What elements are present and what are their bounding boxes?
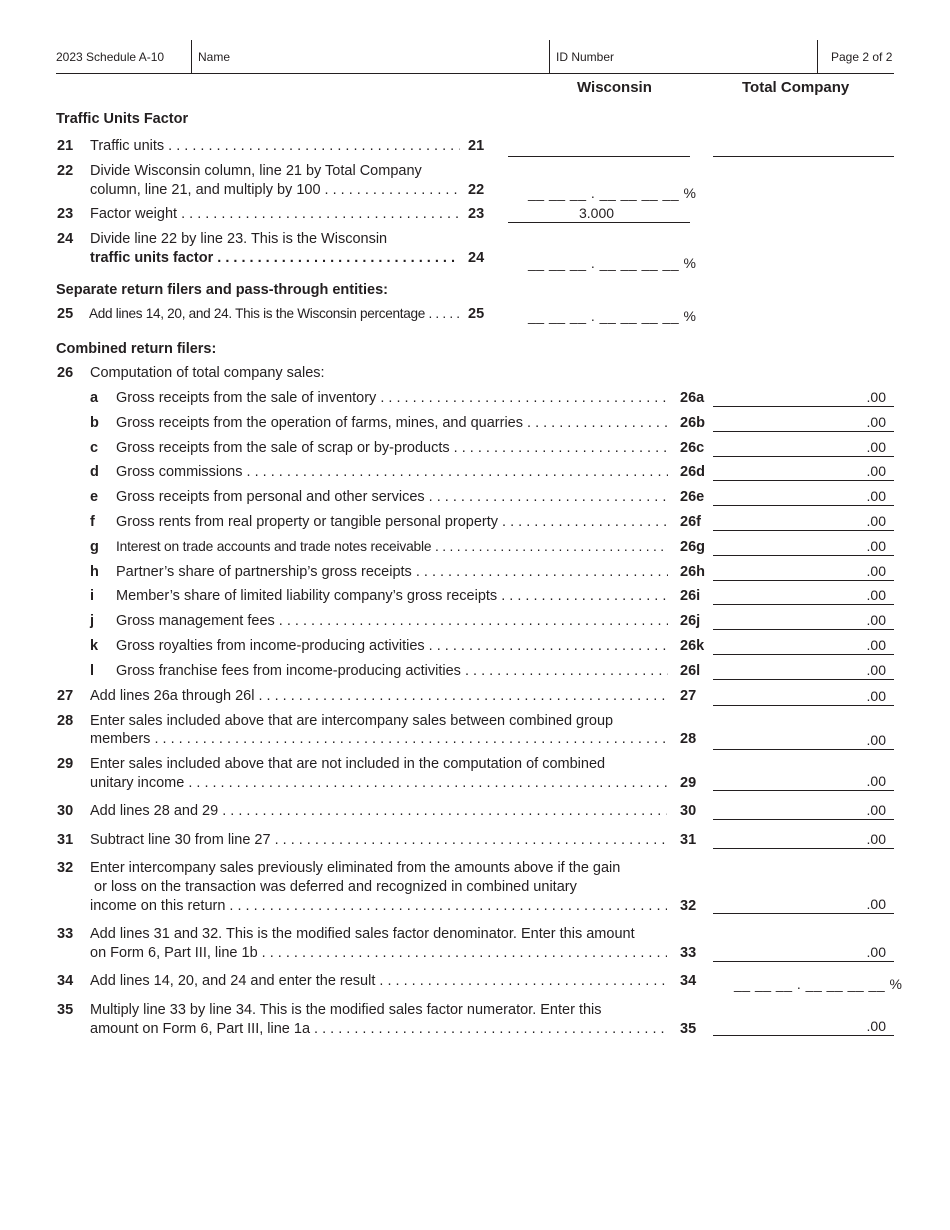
line-23-text: Factor weight . . . xyxy=(90,206,460,222)
line-22-percent-field[interactable] xyxy=(528,185,696,201)
line-26e-field[interactable] xyxy=(713,487,894,506)
line-ref: 28 xyxy=(680,731,697,747)
amount-value: .00 xyxy=(866,732,886,748)
line-35-text: amount on Form 6, Part III, line 1a . . . xyxy=(90,1021,667,1037)
header-divider xyxy=(549,40,550,73)
line-number: 24 xyxy=(57,231,74,247)
header-divider xyxy=(817,40,818,73)
line-34-percent-field[interactable] xyxy=(734,976,902,992)
line-31-text: Subtract line 30 from line 27 . . . xyxy=(90,832,667,848)
amount-value: .00 xyxy=(866,637,886,653)
line-number: 30 xyxy=(57,803,74,819)
line-ref: 26a xyxy=(680,390,705,406)
line-26k-field[interactable] xyxy=(713,636,894,655)
line-ref: 26g xyxy=(680,538,705,555)
line-ref: 27 xyxy=(680,688,697,704)
item-letter: i xyxy=(90,588,95,605)
line-29-field[interactable] xyxy=(713,772,894,791)
line-23-field-rule xyxy=(508,222,690,223)
line-33-field[interactable] xyxy=(713,943,894,962)
line-ref: 26f xyxy=(680,514,701,530)
line-32-text: Enter intercompany sales previously eliminated from the amounts above if the gain xyxy=(90,860,621,876)
line-26f-field[interactable] xyxy=(713,512,894,531)
line-ref: 35 xyxy=(680,1021,697,1037)
line-27-text: Add lines 26a through 26l . . . xyxy=(90,688,667,704)
line-number: 34 xyxy=(57,973,74,989)
item-text: Gross management fees . . . xyxy=(116,613,668,629)
line-26g-field[interactable] xyxy=(713,537,894,556)
line-28-text: Enter sales included above that are intercompany sales between combined group xyxy=(90,713,614,729)
line-25-percent-field[interactable] xyxy=(528,308,696,324)
line-26-text: Computation of total company sales: xyxy=(90,365,325,381)
line-ref: 29 xyxy=(680,775,697,791)
item-letter: a xyxy=(90,390,99,406)
line-26a-field[interactable] xyxy=(713,388,894,407)
item-letter: j xyxy=(90,613,95,630)
item-text: Gross commissions . . . xyxy=(116,464,668,480)
amount-value: .00 xyxy=(866,587,886,604)
line-ref: 26k xyxy=(680,638,705,654)
amount-value: .00 xyxy=(866,537,886,554)
line-number: 27 xyxy=(57,688,74,704)
line-25-text: Add lines 14, 20, and 24. This is the Wisconsin percentage . . . xyxy=(89,306,461,321)
section-title-separate: Separate return filers and pass-through entities: xyxy=(56,282,388,298)
amount-value: .00 xyxy=(866,773,886,789)
percent-sign: % xyxy=(683,308,697,324)
column-wisconsin: Wisconsin xyxy=(577,79,652,96)
line-26b-field[interactable] xyxy=(713,413,894,432)
amount-value: .00 xyxy=(866,944,886,960)
item-text: Gross franchise fees from income-producing activities . . . xyxy=(116,663,668,679)
amount-value: .00 xyxy=(866,488,886,505)
line-number: 23 xyxy=(57,206,74,222)
line-ref: 25 xyxy=(468,306,485,322)
line-32-field[interactable] xyxy=(713,895,894,914)
line-24-text: traffic units factor . . . xyxy=(90,250,460,266)
amount-value: .00 xyxy=(866,896,886,912)
line-33-text: Add lines 31 and 32. This is the modified sales factor denominator. Enter this amount xyxy=(90,926,635,942)
item-text: Partner’s share of partnership’s gross receipts . . . xyxy=(116,564,668,580)
item-text: Gross receipts from the operation of farms, mines, and quarries . . . xyxy=(116,415,668,431)
line-34-text: Add lines 14, 20, and 24 and enter the result . . . xyxy=(90,973,667,989)
item-letter: d xyxy=(90,464,99,481)
amount-value: .00 xyxy=(866,661,886,678)
line-ref: 33 xyxy=(680,945,697,961)
line-35-text: Multiply line 33 by line 34. This is the modified sales factor numerator. Enter this xyxy=(90,1002,602,1018)
line-ref: 21 xyxy=(468,138,485,154)
line-ref: 26b xyxy=(680,414,705,431)
line-ref: 26i xyxy=(680,588,701,605)
line-number: 33 xyxy=(57,926,74,942)
line-number: 29 xyxy=(57,756,74,772)
line-ref: 31 xyxy=(680,832,697,848)
amount-value: .00 xyxy=(866,562,886,579)
line-32-text: income on this return . . . xyxy=(90,898,667,914)
item-text: Gross rents from real property or tangible personal property . . . xyxy=(116,514,668,530)
line-22-text: Divide Wisconsin column, line 21 by Total Company xyxy=(90,163,422,179)
item-text: Gross royalties from income-producing activities . . . xyxy=(116,638,668,654)
line-28-field[interactable] xyxy=(713,731,894,750)
line-ref: 22 xyxy=(468,182,485,198)
percent-blank: __ __ __ . __ __ __ __ xyxy=(528,255,680,271)
item-letter: c xyxy=(90,439,99,456)
amount-value: .00 xyxy=(866,612,886,629)
amount-value: .00 xyxy=(866,1018,886,1034)
line-26d-field[interactable] xyxy=(713,462,894,481)
line-26i-field[interactable] xyxy=(713,586,894,605)
line-ref: 26d xyxy=(680,464,705,481)
amount-value: .00 xyxy=(866,831,886,847)
line-ref: 34 xyxy=(680,973,697,989)
item-letter: g xyxy=(90,538,99,555)
line-26c-field[interactable] xyxy=(713,438,894,457)
line-21-wisconsin-field[interactable] xyxy=(508,156,690,157)
line-24-text: Divide line 22 by line 23. This is the Wisconsin xyxy=(90,231,388,247)
line-number: 31 xyxy=(57,832,74,848)
line-33-text: on Form 6, Part III, line 1b . . . xyxy=(90,945,667,961)
percent-blank: __ __ __ . __ __ __ __ xyxy=(528,308,680,324)
line-ref: 32 xyxy=(680,898,697,914)
item-letter: l xyxy=(90,662,95,679)
line-ref: 30 xyxy=(680,803,697,819)
section-title-combined: Combined return filers: xyxy=(56,341,217,357)
page-number: Page 2 of 2 xyxy=(831,50,893,64)
line-26j-field[interactable] xyxy=(713,611,894,630)
amount-value: .00 xyxy=(866,513,886,529)
item-text: Gross receipts from the sale of scrap or by-products . . . xyxy=(116,440,668,456)
line-number: 25 xyxy=(57,306,74,322)
line-26l-field[interactable] xyxy=(713,661,894,680)
line-27-field[interactable] xyxy=(713,687,894,706)
line-ref: 26j xyxy=(680,613,701,630)
item-letter: k xyxy=(90,638,99,654)
line-ref: 26l xyxy=(680,662,701,679)
id-number-label: ID Number xyxy=(556,50,615,64)
line-22-text: column, line 21, and multiply by 100 . . . xyxy=(90,182,460,198)
line-21-text: Traffic units . . . xyxy=(90,138,460,154)
line-ref: 23 xyxy=(468,206,485,222)
line-24-percent-field[interactable] xyxy=(528,255,696,271)
item-letter: e xyxy=(90,489,99,506)
line-29-text: unitary income . . . xyxy=(90,775,667,791)
line-ref: 26h xyxy=(680,563,705,580)
line-number: 21 xyxy=(57,138,74,154)
line-28-text: members . . . xyxy=(90,731,667,747)
factor-weight-value: 3.000 xyxy=(579,205,615,221)
line-number: 28 xyxy=(57,713,74,729)
header-divider xyxy=(191,40,192,73)
item-text: Gross receipts from personal and other services . . . xyxy=(116,489,668,505)
item-letter: f xyxy=(90,514,95,530)
line-29-text: Enter sales included above that are not included in the computation of combined xyxy=(90,756,606,772)
column-total-company: Total Company xyxy=(742,79,850,96)
header-rule xyxy=(56,73,894,74)
section-title-traffic: Traffic Units Factor xyxy=(56,111,189,127)
item-text: Member’s share of limited liability company’s gross receipts . . . xyxy=(116,588,668,604)
percent-sign: % xyxy=(889,976,903,992)
line-30-field[interactable] xyxy=(713,801,894,820)
line-35-field[interactable] xyxy=(713,1017,894,1036)
line-31-field[interactable] xyxy=(713,830,894,849)
line-30-text: Add lines 28 and 29 . . . xyxy=(90,803,667,819)
form-title: 2023 Schedule A-10 xyxy=(56,50,165,64)
amount-value: .00 xyxy=(866,688,886,704)
line-number: 35 xyxy=(57,1002,74,1018)
percent-sign: % xyxy=(683,255,697,271)
percent-sign: % xyxy=(683,185,697,201)
line-26h-field[interactable] xyxy=(713,562,894,581)
line-number: 26 xyxy=(57,365,74,381)
percent-blank: __ __ __ . __ __ __ __ xyxy=(528,185,680,201)
line-ref: 24 xyxy=(468,250,485,266)
line-32-text: or loss on the transaction was deferred and recognized in combined unitary xyxy=(90,879,577,895)
item-text: Interest on trade accounts and trade notes receivable . . . xyxy=(116,539,668,554)
item-letter: h xyxy=(90,563,99,580)
amount-value: .00 xyxy=(866,389,886,405)
amount-value: .00 xyxy=(866,802,886,818)
amount-value: .00 xyxy=(866,413,886,430)
line-21-total-field[interactable] xyxy=(713,156,894,157)
item-letter: b xyxy=(90,414,99,431)
line-ref: 26e xyxy=(680,489,705,506)
item-text: Gross receipts from the sale of inventory . . . xyxy=(116,390,668,406)
amount-value: .00 xyxy=(866,463,886,480)
percent-blank: __ __ __ . __ __ __ __ xyxy=(734,976,886,992)
name-label: Name xyxy=(198,50,231,64)
line-ref: 26c xyxy=(680,439,705,456)
line-number: 32 xyxy=(57,860,74,876)
amount-value: .00 xyxy=(866,438,886,455)
line-number: 22 xyxy=(57,163,74,179)
